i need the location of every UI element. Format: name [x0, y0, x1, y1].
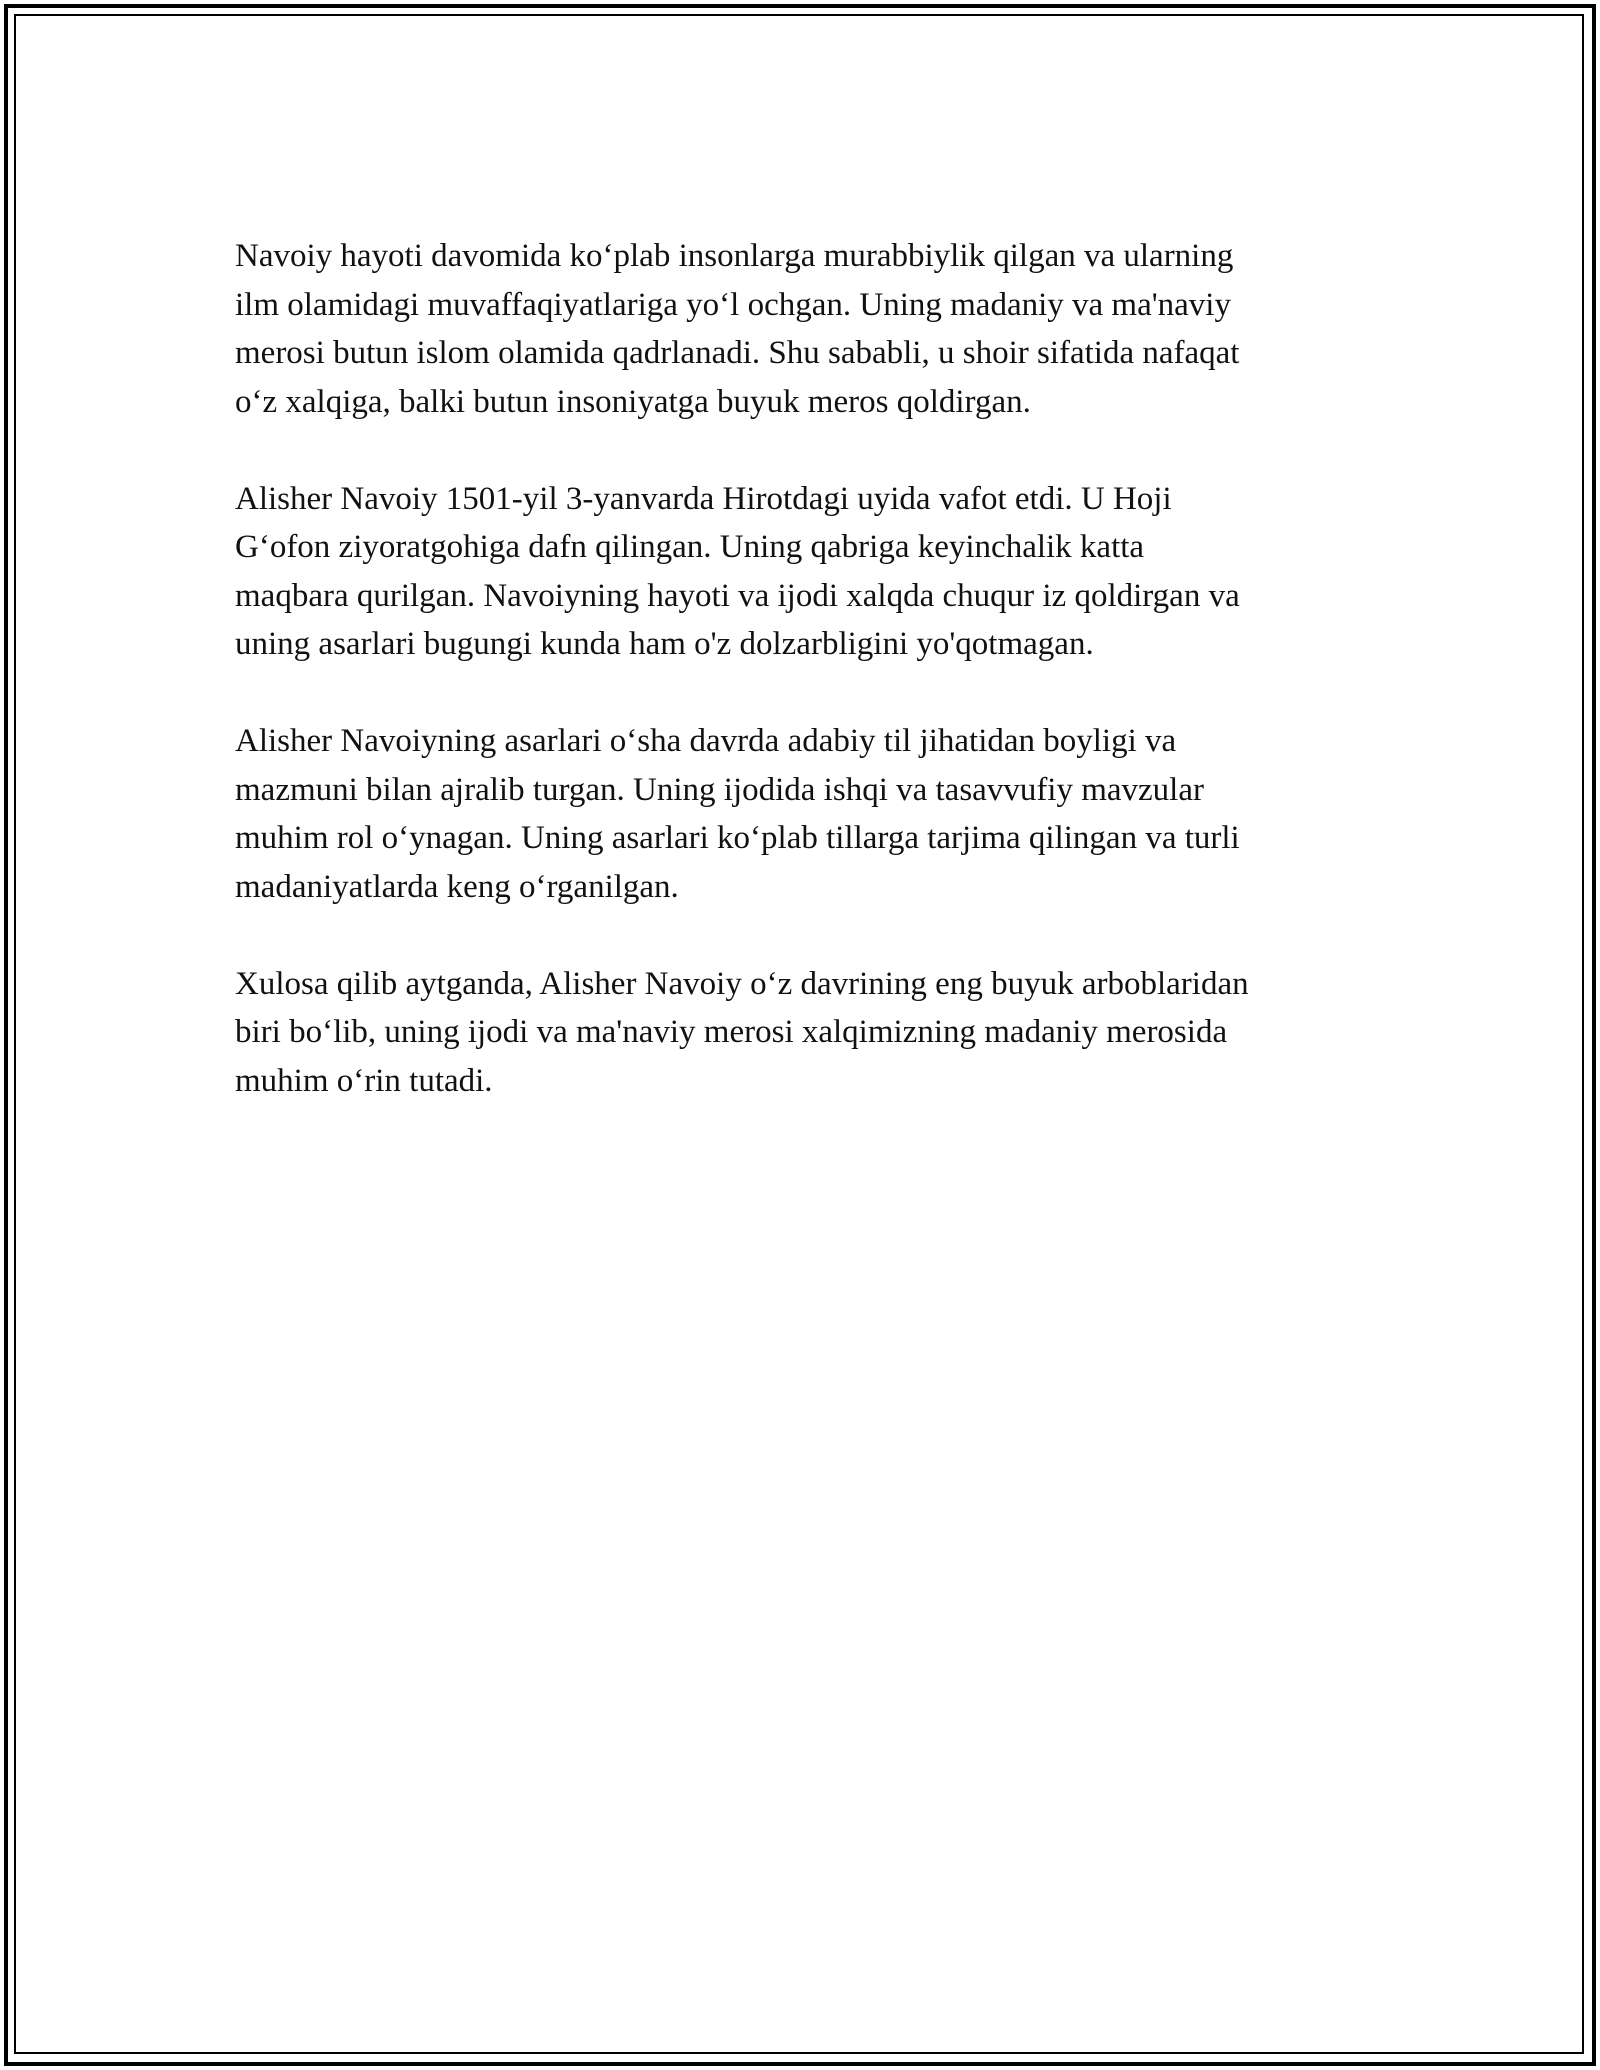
paragraph-line: biri boʻlib, uning ijodi va ma'naviy merosi xalqimizning madaniy merosida	[235, 1014, 1228, 1050]
paragraph-line: Alisher Navoiy 1501-yil 3-yanvarda Hirotdagi uyida vafot etdi. U Hoji	[235, 480, 1172, 517]
paragraph-line: Xulosa qilib aytganda, Alisher Navoiy oʻz davrining eng buyuk arboblaridan	[235, 965, 1249, 1002]
paragraph-line: maqbara qurilgan. Navoiyning hayoti va ijodi xalqda chuqur iz qoldirgan va	[235, 577, 1240, 614]
paragraph-line: Alisher Navoiyning asarlari oʻsha davrda adabiy til jihatidan boyligi va	[235, 723, 1177, 759]
paragraph-3	[235, 717, 1375, 911]
paragraph-line: Gʻofon ziyoratgohiga dafn qilingan. Uning qabriga keyinchalik katta	[235, 529, 1145, 565]
paragraph-line: uning asarlari bugungi kunda ham o'z dolzarbligini yo'qotmagan.	[235, 626, 1094, 662]
paragraph-line: ilm olamidagi muvaffaqiyatlariga yoʻl ochgan. Uning madaniy va ma'naviy	[235, 286, 1231, 323]
paragraph-line: mazmuni bilan ajralib turgan. Uning ijodida ishqi va tasavvufiy mavzular	[235, 771, 1204, 808]
paragraph-line: muhim rol oʻynagan. Uning asarlari koʻplab tillarga tarjima qilingan va turli	[235, 820, 1240, 856]
paragraph-line: oʻz xalqiga, balki butun insoniyatga buyuk meros qoldirgan.	[235, 383, 1031, 420]
paragraph-line: madaniyatlarda keng oʻrganilgan.	[235, 868, 679, 905]
paragraph-1	[235, 232, 1375, 426]
paragraph-2	[235, 475, 1375, 669]
paragraph-line: merosi butun islom olamida qadrlanadi. Shu sababli, u shoir sifatida nafaqat	[235, 335, 1240, 371]
paragraph-line: Navoiy hayoti davomida koʻplab insonlarga murabbiylik qilgan va ularning	[235, 238, 1234, 274]
paragraph-line: muhim oʻrin tutadi.	[235, 1062, 493, 1099]
document-body	[235, 232, 1375, 1154]
paragraph-4	[235, 960, 1375, 1106]
